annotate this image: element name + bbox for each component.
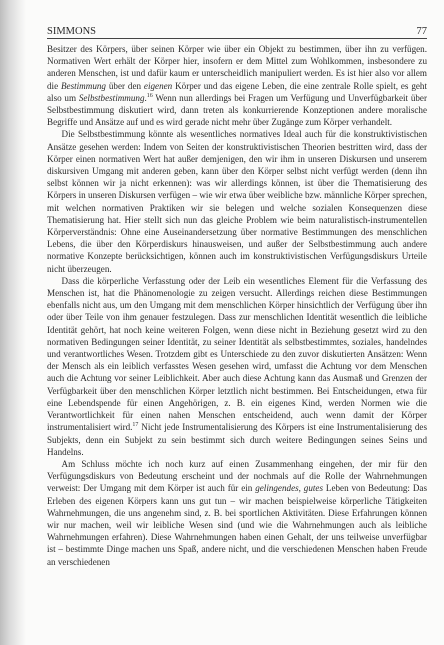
body-text bbox=[47, 43, 427, 635]
emphasis-text: gelingendes, gutes bbox=[255, 483, 323, 494]
text-run: Dass die körperliche Verfasstung oder der Leib ein wesentliches Element für die Verfassung des Menschen ist, hat die Phänomenologie zu zeigen versucht. Allerdings reichen diese Bestimmungen ebenfalls nicht aus, um den Umgang mit dem menschlichen Körper hinsichtlich der Verfügung über ihn oder über Teile von ihm genauer festzulegen. Dass zur menschlichen Identität wesentlich die leibliche Identität gehört, hat noch keine weiteren Folgen, wenn diese nicht in Beziehung gesetzt wird zu den normativen Bedingungen seiner Identität, zu seiner Identität als selbstbestimmtes, soziales, handelndes und verantwortliches Wesen. Trotzdem gibt es Unterschiede zu den zuvor diskutierten Ansätzen: Wenn der Mensch als ein leiblich verfasstes Wesen gesehen wird, umfasst die Achtung vor dem Menschen auch die Achtung vor seiner Leiblichkeit. Aber auch diese Achtung kann das Ausmaß und Grenzen der Verfügbarkeit über den menschlichen Körper letztlich nicht bestimmen. Bei Entscheidungen, etwa für eine Lebendspende für einen Angehörigen, z. B. ein eigenes Kind, werden Normen wie die Verantwortlichkeit für einen nahen Menschen entscheidend, auch wenn damit der Körper instrumentalisiert wird. bbox=[47, 275, 427, 433]
running-header bbox=[47, 21, 427, 37]
footnote-marker: 17 bbox=[132, 422, 139, 429]
book-spine-shadow bbox=[0, 0, 26, 645]
paragraph bbox=[47, 128, 427, 274]
text-run: Nicht jede Instrumentalisierung des Körpers ist eine Instrumentalisierung des Subjekts, denn ein Subjekt zu sein bestimmt sich durch weitere Bedingungen seines Seins und Handelns. bbox=[47, 422, 428, 457]
paragraph bbox=[47, 275, 427, 458]
header-rule bbox=[47, 38, 427, 39]
text-run: Wenn nun allerdings bei Fragen um Verfügung und Unverfügbarkeit über Selbstbestimmung diskutiert wird, dann treten als konkurrierende Konzeptionen andere moralische Begriffe und Ansätze auf und es wird gerade nicht mehr über Zugänge zum Körper verhandelt. bbox=[47, 92, 427, 128]
text-run: . bbox=[144, 92, 147, 103]
emphasis-text: Selbstbestimmung bbox=[78, 92, 145, 103]
emphasis-text: Bestimmung bbox=[61, 80, 106, 91]
running-title: SIMMONS bbox=[47, 26, 97, 37]
text-run: Die Selbstbestimmung könnte als wesentliches normatives Ideal auch für die konstruktivistischen Ansätze gesehen werden: Indem von Seiten der konstruktivistischen Theorien bestritten wird, dass der Körper einen normativen Wert hat außer demjenigen, den wir ihm in unseren Diskursen und unserem diskursiven Umgang mit anderen geben, kann über den Körper selbst nicht verfügt werden (denn ihn selbst können wir ja nicht erkennen): was wir allerdings können, ist über die Thematisierung des Körpers in unseren Diskursen verfügen – wie wir etwa über weibliche bzw. männliche Körper sprechen, mit welchen normativen Praktiken wir sie belegen und welche sozialen Konsequenzen diese Thematisierung hat. Hier stellt sich nun das gleiche Problem wie beim naturalistisch-instrumentellen Körperverständnis: Ohne eine Auseinandersetzung über normative Bestimmungen des menschlichen Lebens, die über den Körperdiskurs hinausweisen, und außer der Selbstbestimmung auch andere normative Konzepte berücksichtigen, können auch im konstruktivistischen Verfügungsdiskurs Urteile nicht überzeugen. bbox=[47, 129, 427, 274]
text-run: Besitzer des Körpers, über seinen Körper wie über ein Objekt zu bestimmen, über ihn zu verfügen. Normativen Wert erhält der Körper hier, insofern er dem Mittel zum Wohlkommen, insbesondere zu anderen Menschen, ist und dafür kaum er unterscheidlich manipuliert werden. Es ist hier also vor allem die bbox=[47, 44, 427, 91]
text-run: Leben von Bedeutung: Das Erleben des eigenen Körpers kann uns gut tun – wir machen beispielweise körperliche Tätigkeiten Wahrnehmungen, die uns angenehm sind, z. B. bei sportlichen Aktivitäten. Diese Erfahrungen können wir nur machen, weil wir leibliche Wesen sind (und wie die Wahrnehmungen auch als leibliche Wahrnehmungen erfahren). Diese Wahrnehmungen haben einen Gehalt, der uns teilweise unverfügbar ist – bestimmte Dinge machen uns Spaß, andere nicht, und die verschiedenen Menschen haben Freude an verschiedenen bbox=[47, 483, 427, 567]
page-number: 77 bbox=[416, 26, 427, 37]
footnote-marker: 16 bbox=[146, 92, 153, 99]
paragraph bbox=[47, 43, 427, 128]
emphasis-text: eigenen bbox=[143, 80, 173, 91]
paragraph bbox=[47, 458, 427, 568]
text-run: Am Schluss möchte ich noch kurz auf einen Zusammenhang eingehen, der mir für den Verfügungsdiskurs von Bedeutung erscheint und der nochmals auf die Rolle der Wahrnehmungen verweist: Der Umgang mit dem Körper ist auch für ein bbox=[47, 458, 427, 494]
text-run: über den bbox=[105, 80, 144, 91]
text-run: Körper und das eigene Leben, die eine zentrale Rolle spielt, es geht also um bbox=[47, 80, 427, 103]
